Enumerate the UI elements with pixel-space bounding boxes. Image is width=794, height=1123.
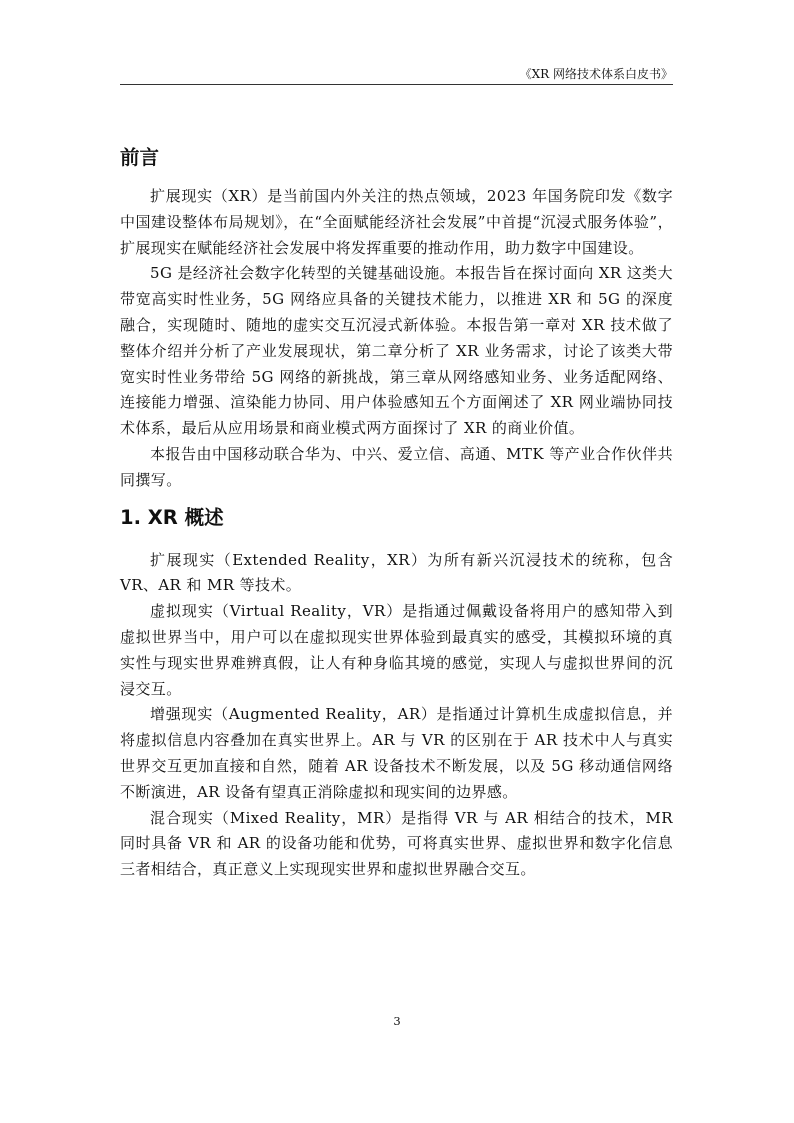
preface-heading: 前言	[120, 146, 160, 169]
header-divider	[120, 84, 673, 85]
preface-paragraph-2: 5G 是经济社会数字化转型的关键基础设施。本报告旨在探讨面向 XR 这类大带宽高实时性业务，5G 网络应具备的关键技术能力，以推进 XR 和 5G 的深度融合，实现随时、随地的虚实交互沉浸式新体验。本报告第一章对 XR 技术做了整体介绍并分析了产业发展现状，第二章分析了 XR 业务需求，讨论了该类大带宽实时性业务带给 5G 网络的新挑战，第三章从网络感知业务、业务适配网络、连接能力增强、渲染能力协同、用户体验感知五个方面阐述了 XR 网业端协同技术体系，最后从应用场景和商业模式两方面探讨了 XR 的商业价值。	[120, 264, 673, 438]
section-1-paragraph-1: 扩展现实（Extended Reality，XR）为所有新兴沉浸技术的统称，包含 VR、AR 和 MR 等技术。	[120, 550, 673, 595]
section-1-paragraph-4: 混合现实（Mixed Reality，MR）是指得 VR 与 AR 相结合的技术，MR 同时具备 VR 和 AR 的设备功能和优势，可将真实世界、虚拟世界和数字化信息三者相结合，真正意义上实现现实世界和虚拟世界融合交互。	[120, 808, 673, 879]
preface-paragraph-3: 本报告由中国移动联合华为、中兴、爱立信、高通、MTK 等产业合作伙伴共同撰写。	[120, 444, 673, 489]
section-1-paragraph-3: 增强现实（Augmented Reality，AR）是指通过计算机生成虚拟信息，并将虚拟信息内容叠加在真实世界上。AR 与 VR 的区别在于 AR 技术中人与真实世界交互更加直接和自然，随着 AR 设备技术不断发展，以及 5G 移动通信网络不断演进，AR 设备有望真正消除虚拟和现实间的边界感。	[120, 705, 673, 801]
running-header: 《XR 网络技术体系白皮书》	[519, 67, 673, 81]
section-1-paragraph-2: 虚拟现实（Virtual Reality，VR）是指通过佩戴设备将用户的感知带入到虚拟世界当中，用户可以在虚拟现实世界体验到最真实的感受，其模拟环境的真实性与现实世界难辨真假，让人有种身临其境的感觉，实现人与虚拟世界间的沉浸交互。	[120, 602, 673, 698]
section-1-heading: 1. XR 概述	[120, 505, 224, 529]
preface-paragraph-1: 扩展现实（XR）是当前国内外关注的热点领域，2023 年国务院印发《数字中国建设整体布局规划》，在“全面赋能经济社会发展”中首提“沉浸式服务体验”，扩展现实在赋能经济社会发展中将发挥重要的推动作用，助力数字中国建设。	[120, 187, 673, 257]
page-body	[120, 140, 673, 883]
page-number: 3	[393, 1014, 401, 1028]
